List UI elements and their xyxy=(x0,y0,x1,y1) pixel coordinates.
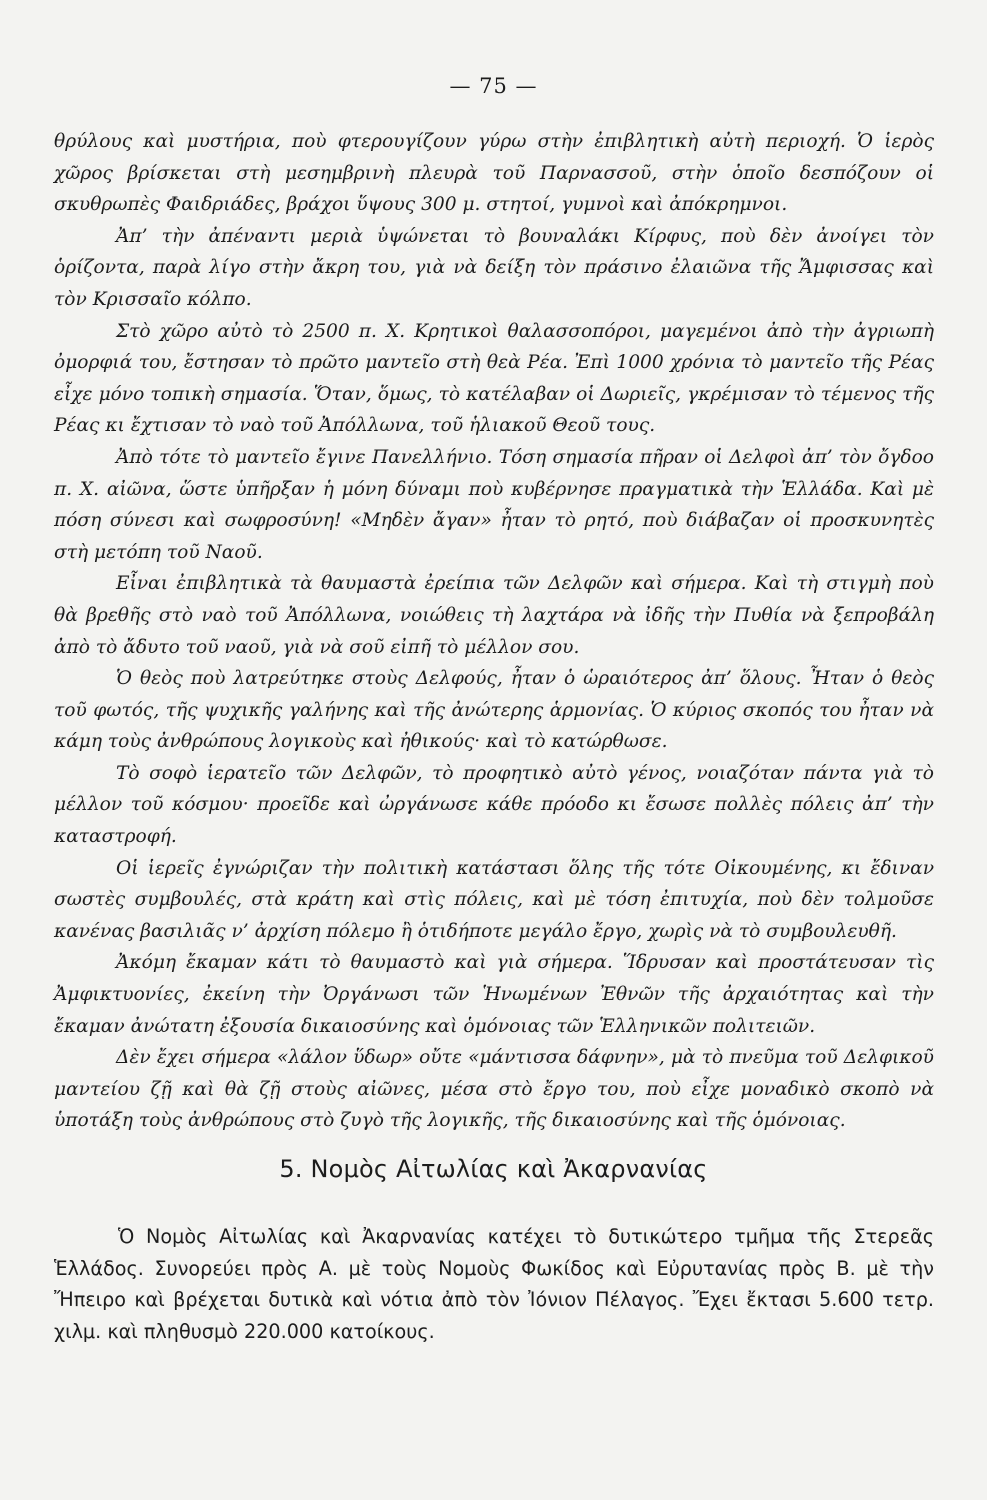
paragraph-9: Ἀκόμη ἔκαμαν κάτι τὸ θαυμαστὸ καὶ γιὰ σήμερα. Ἵδρυσαν καὶ προστάτευσαν τὶς Ἀμφικτυονίες, ἐκείνη τὴν Ὀργάνωσι τῶν Ἡνωμένων Ἐθνῶν τῆς ἀρχαιότητας καὶ τὴν ἔκαμαν ἀνώτατη ἐξουσία δικαιοσύνης καὶ ὁμόνοιας τῶν Ἑλληνικῶν πολιτειῶν. xyxy=(54,952,934,1037)
paragraph-8: Οἱ ἱερεῖς ἐγνώριζαν τὴν πολιτικὴ κατάστασι ὅλης τῆς τότε Οἰκουμένης, κι ἔδιναν σωστὲς συμβουλές, στὰ κράτη καὶ στὶς πόλεις, καὶ μὲ τόση ἐπιτυχία, ποὺ δὲν τολμοῦσε κανένας βασιλιᾶς ν’ ἀρχίση πόλεμο ἢ ὁτιδήποτε μεγάλο ἔργο, χωρὶς νὰ τὸ συμβουλευθῆ. xyxy=(54,857,934,942)
page-number: — 75 — xyxy=(449,74,538,98)
paragraph-4: Ἀπὸ τότε τὸ μαντεῖο ἔγινε Πανελλήνιο. Τόση σημασία πῆραν οἱ Δελφοὶ ἀπ’ τὸν ὄγδοο π. Χ. αἰῶνα, ὥστε ὑπῆρξαν ἡ μόνη δύναμι ποὺ κυβέρνησε πραγματικὰ τὴν Ἑλλάδα. Καὶ μὲ πόση σύνεσι καὶ σωφροσύνη! «Μηδὲν ἄγαν» ἦταν τὸ ρητό, ποὺ διάβαζαν οἱ προσκυνητὲς στὴ μετόπη τοῦ Ναοῦ. xyxy=(54,446,934,563)
paragraph-5: Εἶναι ἐπιβλητικὰ τὰ θαυμαστὰ ἐρείπια τῶν Δελφῶν καὶ σήμερα. Καὶ τὴ στιγμὴ ποὺ θὰ βρεθῆς στὸ ναὸ τοῦ Ἀπόλλωνα, νοιώθεις τὴ λαχτάρα νὰ ἰδῆς τὴν Πυθία νὰ ξεπροβάλη ἀπὸ τὸ ἄδυτο τοῦ ναοῦ, γιὰ νὰ σοῦ εἰπῆ τὸ μέλλον σου. xyxy=(54,573,934,658)
body-text xyxy=(54,126,934,1137)
section-heading: 5. Νομὸς Αἰτωλίας καὶ Ἀκαρνανίας xyxy=(279,1155,708,1183)
paragraph-3: Στὸ χῶρο αὐτὸ τὸ 2500 π. Χ. Κρητικοὶ θαλασσοπόροι, μαγεμένοι ἀπὸ τὴν ἀγριωπὴ ὀμορφιά του, ἔστησαν τὸ πρῶτο μαντεῖο στὴ θεὰ Ρέα. Ἐπὶ 1000 χρόνια τὸ μαντεῖο τῆς Ρέας εἶχε μόνο τοπικὴ σημασία. Ὅταν, ὅμως, τὸ κατέλαβαν οἱ Δωριεῖς, γκρέμισαν τὸ τέμενος τῆς Ρέας κι ἔχτισαν τὸ ναὸ τοῦ Ἀπόλλωνα, τοῦ ἡλιακοῦ Θεοῦ τους. xyxy=(54,320,934,437)
paragraph-10: Δὲν ἔχει σήμερα «λάλον ὕδωρ» οὔτε «μάντισσα δάφνην», μὰ τὸ πνεῦμα τοῦ Δελφικοῦ μαντείου ζῇ καὶ θὰ ζῇ στοὺς αἰῶνες, μέσα στὸ ἔργο του, ποὺ εἶχε μοναδικὸ σκοπὸ νὰ ὑποτάξη τοὺς ἀνθρώπους στὸ ζυγὸ τῆς λογικῆς, τῆς δικαιοσύνης καὶ τῆς ὁμόνοιας. xyxy=(54,1047,934,1132)
paragraph-2: Ἀπ’ τὴν ἀπέναντι μεριὰ ὑψώνεται τὸ βουναλάκι Κίρφυς, ποὺ δὲν ἀνοίγει τὸν ὁρίζοντα, παρὰ λίγο στὴν ἄκρη του, γιὰ νὰ δείξη τὸν πράσινο ἐλαιῶνα τῆς Ἄμφισσας καὶ τὸν Κρισσαῖο κόλπο. xyxy=(54,225,934,310)
section-paragraph: Ὁ Νομὸς Αἰτωλίας καὶ Ἀκαρνανίας κατέχει τὸ δυτικώτερο τμῆμα τῆς Στερεᾶς Ἑλλάδος. Συνορεύει πρὸς Α. μὲ τοὺς Νομοὺς Φωκίδος καὶ Εὐρυτανίας πρὸς Β. μὲ τὴν Ἤπειρο καὶ βρέχεται δυτικὰ καὶ νότια ἀπὸ τὸν Ἰόνιον Πέλαγος. Ἔχει ἔκτασι 5.600 τετρ. χιλμ. καὶ πληθυσμὸ 220.000 κατοίκους. xyxy=(54,1225,934,1343)
paragraph-1: θρύλους καὶ μυστήρια, ποὺ φτερουγίζουν γύρω στὴν ἐπιβλητικὴ αὐτὴ περιοχή. Ὁ ἱερὸς χῶρος βρίσκεται στὴ μεσημβρινὴ πλευρὰ τοῦ Παρνασσοῦ, στὴν ὁποῖο δεσπόζουν οἱ σκυθρωπὲς Φαιδριάδες, βράχοι ὕψους 300 μ. στητοί, γυμνοὶ καὶ ἀπόκρημνοι. xyxy=(54,131,934,216)
paragraph-6: Ὁ θεὸς ποὺ λατρεύτηκε στοὺς Δελφούς, ἦταν ὁ ὡραιότερος ἀπ’ ὅλους. Ἦταν ὁ θεὸς τοῦ φωτός, τῆς ψυχικῆς γαλήνης καὶ τῆς ἀνώτερης ἁρμονίας. Ὁ κύριος σκοπός του ἦταν νὰ κάμη τοὺς ἀνθρώπους λογικοὺς καὶ ἠθικούς· καὶ τὸ κατώρθωσε. xyxy=(54,668,934,753)
paragraph-7: Τὸ σοφὸ ἱερατεῖο τῶν Δελφῶν, τὸ προφητικὸ αὐτὸ γένος, νοιαζόταν πάντα γιὰ τὸ μέλλον τοῦ κόσμου· προεῖδε καὶ ὠργάνωσε κάθε πρόοδο κι ἔσωσε πολλὲς πόλεις ἀπ’ τὴν καταστροφή. xyxy=(54,762,934,848)
